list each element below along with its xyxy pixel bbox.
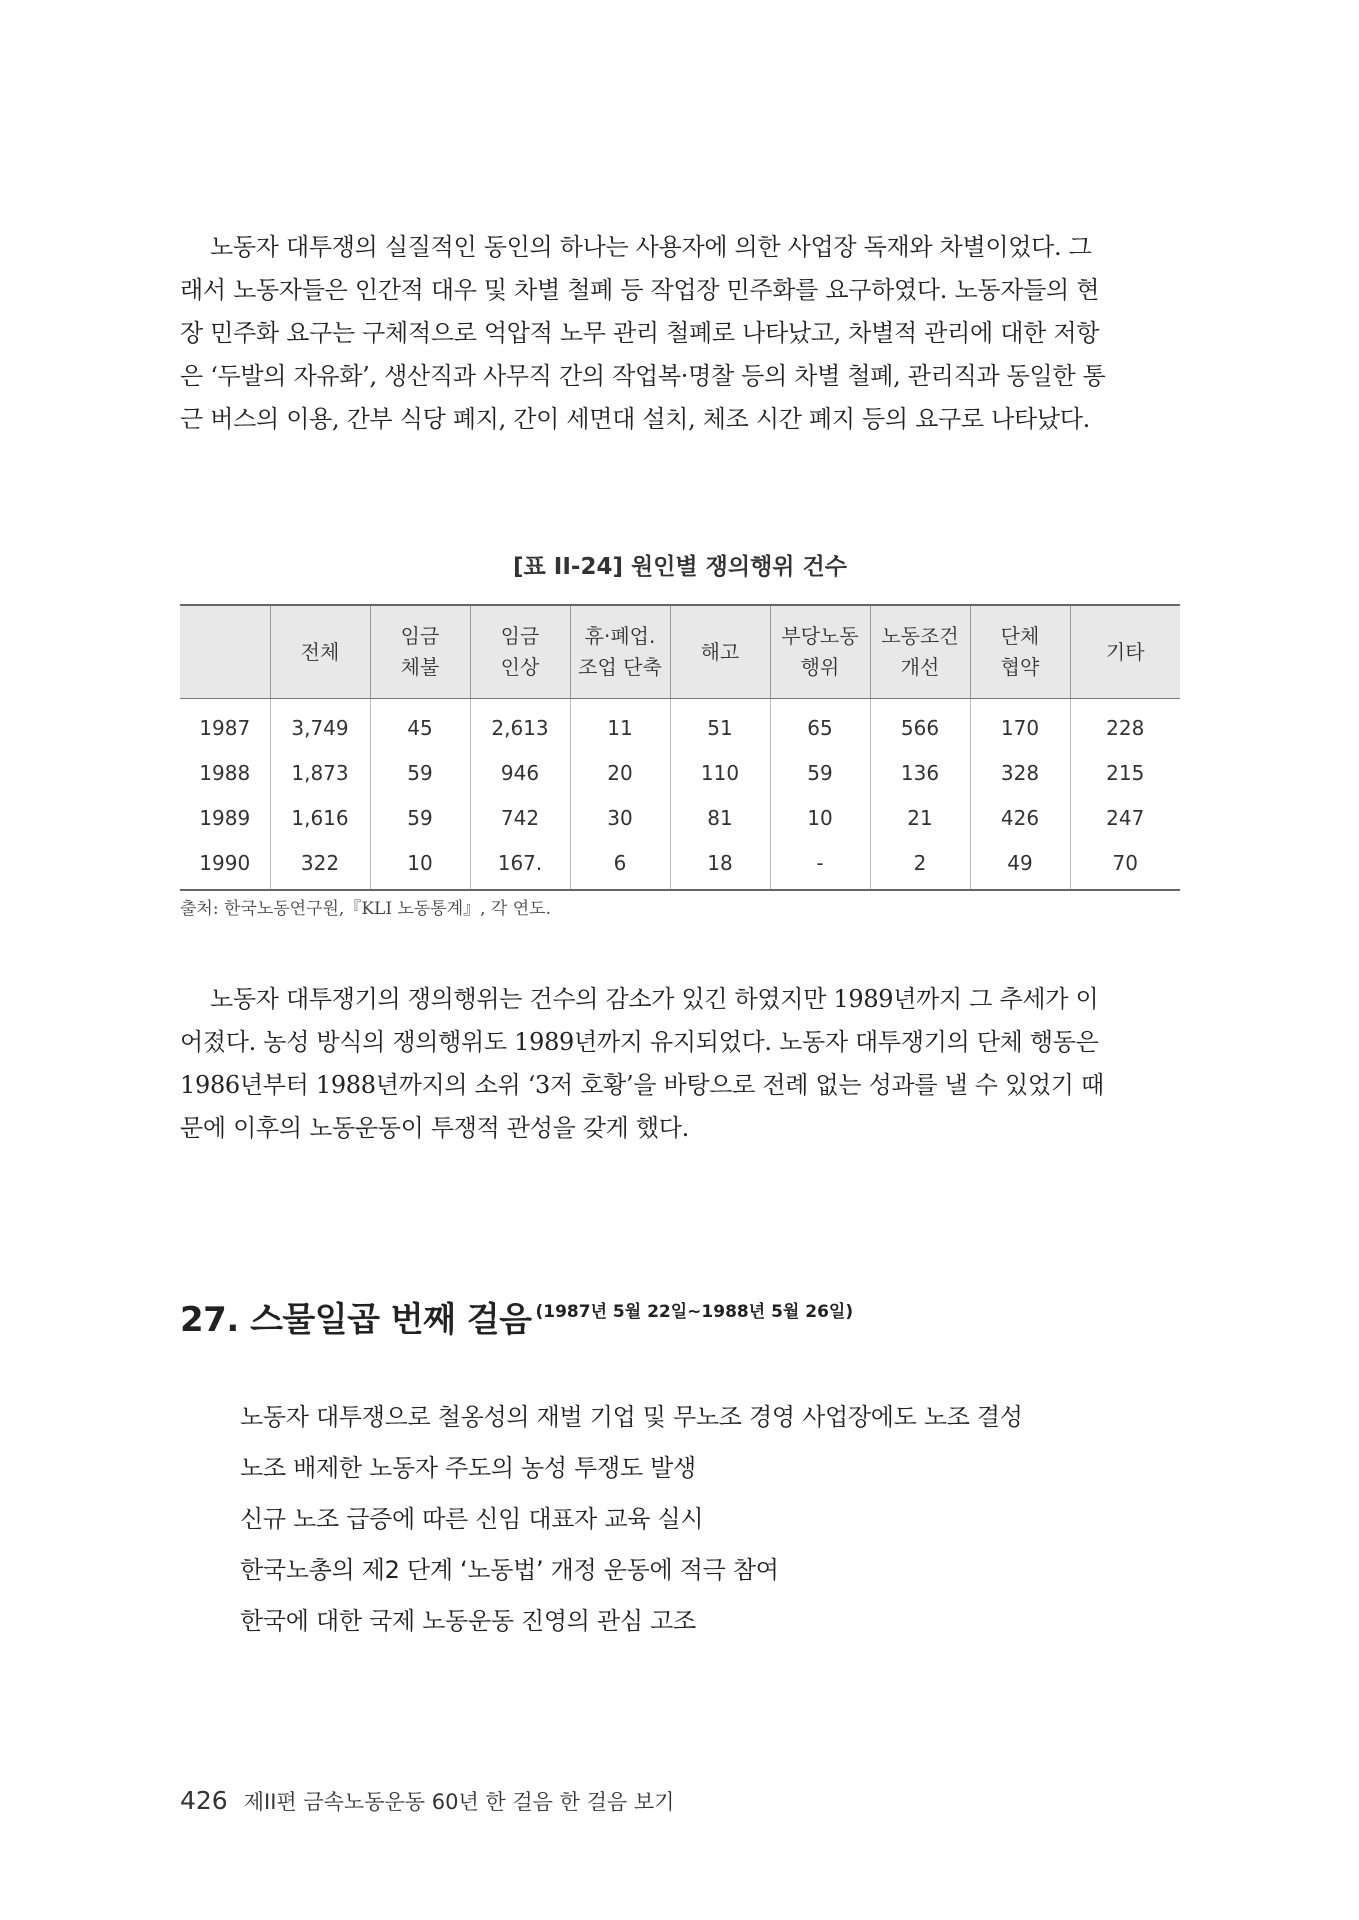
paragraph-2-line: 어졌다. 농성 방식의 쟁의행위도 1989년까지 유지되었다. 노동자 대투쟁기의 단체 행동은 bbox=[180, 1027, 1099, 1056]
running-title: 제II편 금속노동운동 60년 한 걸음 한 걸음 보기 bbox=[243, 1790, 675, 1814]
table-cell: - bbox=[770, 840, 870, 890]
table-cell: 21 bbox=[870, 795, 970, 840]
table-cell: 167. bbox=[470, 840, 570, 890]
table-cell: 20 bbox=[570, 750, 670, 795]
table-cell-year: 1990 bbox=[180, 840, 270, 890]
table-row bbox=[180, 795, 1180, 840]
table-cell: 59 bbox=[370, 750, 470, 795]
dispute-count-table bbox=[180, 604, 1180, 891]
table-cell: 59 bbox=[770, 750, 870, 795]
section-heading bbox=[180, 1292, 853, 1341]
header-cell-year bbox=[180, 605, 270, 699]
list-item: 노동자 대투쟁으로 철옹성의 재벌 기업 및 무노조 경영 사업장에도 노조 결성 bbox=[240, 1403, 1023, 1431]
paragraph-1-line: 래서 노동자들은 인간적 대우 및 차별 철폐 등 작업장 민주화를 요구하였다. 노동자들의 현 bbox=[180, 275, 1100, 304]
header-cell-unfair-labor: 부당노동 행위 bbox=[770, 605, 870, 699]
table-cell: 170 bbox=[970, 699, 1070, 751]
table-cell: 30 bbox=[570, 795, 670, 840]
page-footer bbox=[180, 1786, 674, 1816]
header-cell-dismissal: 해고 bbox=[670, 605, 770, 699]
table-cell: 110 bbox=[670, 750, 770, 795]
table-cell: 3,749 bbox=[270, 699, 370, 751]
table-source-note: 출처: 한국노동연구원,『KLI 노동통계』, 각 연도. bbox=[180, 899, 552, 919]
paragraph-2-line: 1986년부터 1988년까지의 소위 ‘3저 호황’을 바탕으로 전례 없는 성과를 낼 수 있었기 때 bbox=[180, 1070, 1104, 1099]
table-cell: 10 bbox=[770, 795, 870, 840]
table-row bbox=[180, 840, 1180, 890]
table-cell: 136 bbox=[870, 750, 970, 795]
table-cell: 10 bbox=[370, 840, 470, 890]
paragraph-2-line: 노동자 대투쟁기의 쟁의행위는 건수의 감소가 있긴 하였지만 1989년까지 그 추세가 이 bbox=[210, 985, 1099, 1013]
header-cell-wage-increase: 임금 인상 bbox=[470, 605, 570, 699]
header-cell-other: 기타 bbox=[1070, 605, 1180, 699]
paragraph-1-line: 근 버스의 이용, 간부 식당 폐지, 간이 세면대 설치, 체조 시간 폐지 등의 요구로 나타났다. bbox=[180, 404, 1090, 433]
table-cell: 247 bbox=[1070, 795, 1180, 840]
paragraph-1 bbox=[180, 226, 1180, 441]
table-cell: 65 bbox=[770, 699, 870, 751]
header-cell-total: 전체 bbox=[270, 605, 370, 699]
table-cell: 2,613 bbox=[470, 699, 570, 751]
table-cell: 51 bbox=[670, 699, 770, 751]
paragraph-1-line: 장 민주화 요구는 구체적으로 억압적 노무 관리 철폐로 나타났고, 차별적 관리에 대한 저항 bbox=[180, 318, 1100, 347]
list-item: 신규 노조 급증에 따른 신임 대표자 교육 실시 bbox=[240, 1505, 704, 1533]
paragraph-2 bbox=[180, 978, 1180, 1150]
list-item: 한국에 대한 국제 노동운동 진영의 관심 고조 bbox=[240, 1607, 696, 1635]
table-cell: 228 bbox=[1070, 699, 1180, 751]
table-cell: 328 bbox=[970, 750, 1070, 795]
table-cell: 81 bbox=[670, 795, 770, 840]
table-cell: 426 bbox=[970, 795, 1070, 840]
header-cell-working-conditions: 노동조건 개선 bbox=[870, 605, 970, 699]
section-title: 27. 스물일곱 번째 걸음 bbox=[180, 1300, 532, 1340]
table-row bbox=[180, 750, 1180, 795]
section-summary-list bbox=[240, 1392, 1023, 1647]
table-cell: 322 bbox=[270, 840, 370, 890]
table-cell: 1,873 bbox=[270, 750, 370, 795]
paragraph-2-line: 문에 이후의 노동운동이 투쟁적 관성을 갖게 했다. bbox=[180, 1113, 689, 1142]
table-title: [표 II-24] 원인별 쟁의행위 건수 bbox=[513, 554, 847, 580]
table-cell-year: 1988 bbox=[199, 760, 251, 785]
list-item: 한국노총의 제2 단계 ‘노동법’ 개정 운동에 적극 참여 bbox=[240, 1556, 779, 1584]
page-number: 426 bbox=[180, 1786, 228, 1815]
table-cell: 59 bbox=[370, 795, 470, 840]
paragraph-1-line: 노동자 대투쟁의 실질적인 동인의 하나는 사용자에 의한 사업장 독재와 차별이었다. 그 bbox=[210, 233, 1092, 261]
list-item: 노조 배제한 노동자 주도의 농성 투쟁도 발생 bbox=[240, 1454, 696, 1482]
table-cell: 11 bbox=[570, 699, 670, 751]
table-cell: 946 bbox=[470, 750, 570, 795]
header-cell-wage-arrears: 임금 체불 bbox=[370, 605, 470, 699]
table-cell-year: 1987 bbox=[199, 715, 251, 740]
table-cell: 45 bbox=[370, 699, 470, 751]
table-cell: 2 bbox=[870, 840, 970, 890]
paragraph-1-line: 은 ‘두발의 자유화’, 생산직과 사무직 간의 작업복·명찰 등의 차별 철폐, 관리직과 동일한 통 bbox=[180, 361, 1106, 390]
table-row bbox=[180, 699, 1180, 751]
header-cell-closure: 휴·폐업. 조업 단축 bbox=[570, 605, 670, 699]
table-cell: 70 bbox=[1070, 840, 1180, 890]
table-cell: 6 bbox=[570, 840, 670, 890]
table-cell: 1,616 bbox=[270, 795, 370, 840]
table-header-row bbox=[180, 605, 1180, 699]
table-cell: 49 bbox=[970, 840, 1070, 890]
table-cell: 18 bbox=[670, 840, 770, 890]
table-cell-year: 1989 bbox=[199, 805, 251, 830]
table-cell: 215 bbox=[1070, 750, 1180, 795]
table-cell: 566 bbox=[870, 699, 970, 751]
table-cell: 742 bbox=[470, 795, 570, 840]
header-cell-collective-agreement: 단체 협약 bbox=[970, 605, 1070, 699]
table-body bbox=[180, 699, 1180, 891]
section-subtitle: (1987년 5월 22일~1988년 5월 26일) bbox=[535, 1302, 854, 1322]
